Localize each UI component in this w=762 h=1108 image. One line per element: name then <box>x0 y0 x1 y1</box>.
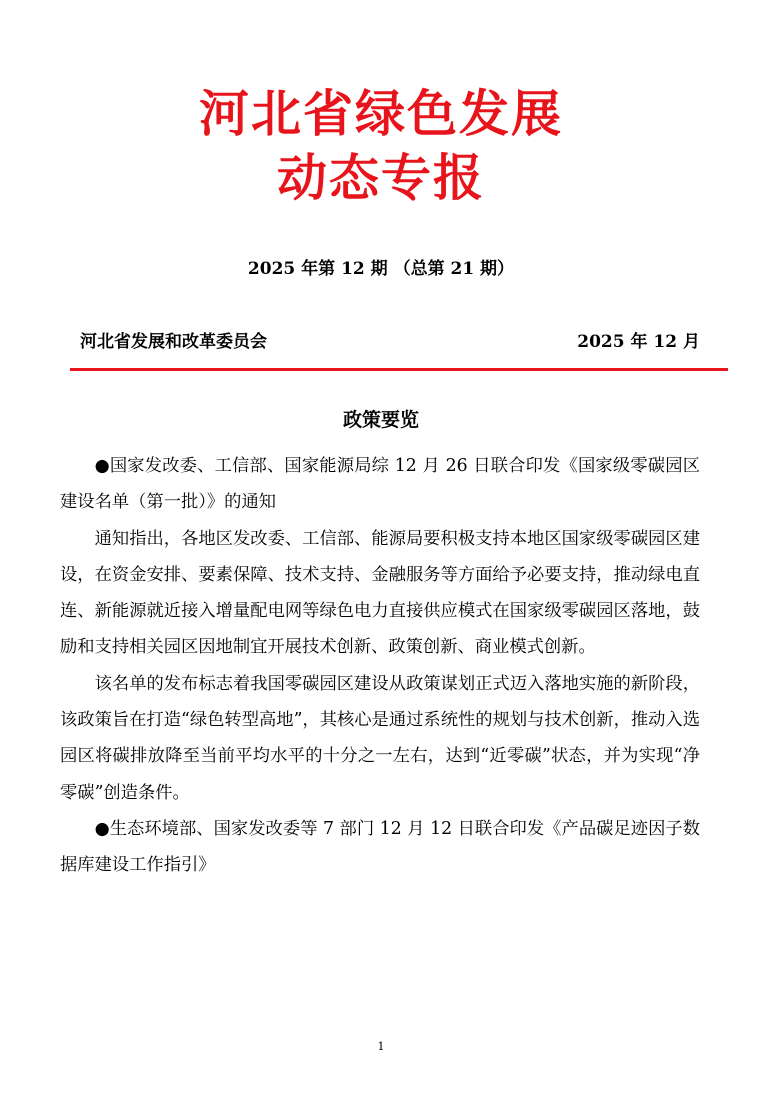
paragraph-policy-heading-1: ●国家发改委、工信部、国家能源局综 12 月 26 日联合印发《国家级零碳园区建设名单（第一批）》的通知 <box>60 456 700 513</box>
issuer-row <box>80 330 700 354</box>
document-body <box>60 448 700 884</box>
paragraph-policy-heading-2: ●生态环境部、国家发改委等 7 部门 12 月 12 日联合印发《产品碳足迹因子数据库建设工作指引》 <box>60 818 700 876</box>
page-number: 1 <box>377 1040 385 1053</box>
masthead-title-line-2: 动态专报 <box>277 148 485 207</box>
issue-number: 2025 年第 12 期 （总第 21 期） <box>247 259 515 279</box>
issue-date: 2025 年 12 月 <box>577 332 700 352</box>
red-divider-line <box>70 368 728 371</box>
paragraph-notice-summary: 通知指出，各地区发改委、工信部、能源局要积极支持本地区国家级零碳园区建设，在资金安排、要素保障、技术支持、金融服务等方面给予必要支持，推动绿电直连、新能源就近接入增量配电网等绿色电力直接供应模式在国家级零碳园区落地，鼓励和支持相关园区因地制宜开展技术创新、政策创新、商业模式创新。 <box>60 528 700 658</box>
paragraph-significance: 该名单的发布标志着我国零碳园区建设从政策谋划正式迈入落地实施的新阶段，该政策旨在打造“绿色转型高地”，其核心是通过系统性的规划与技术创新，推动入选园区将碳排放降至当前平均水平的十分之一左右，达到“近零碳”状态，并为实现“净零碳”创造条件。 <box>60 673 700 803</box>
section-title: 政策要览 <box>342 409 419 431</box>
masthead-title-line-1: 河北省绿色发展 <box>199 84 563 143</box>
issuing-organization: 河北省发展和改革委员会 <box>80 332 267 352</box>
